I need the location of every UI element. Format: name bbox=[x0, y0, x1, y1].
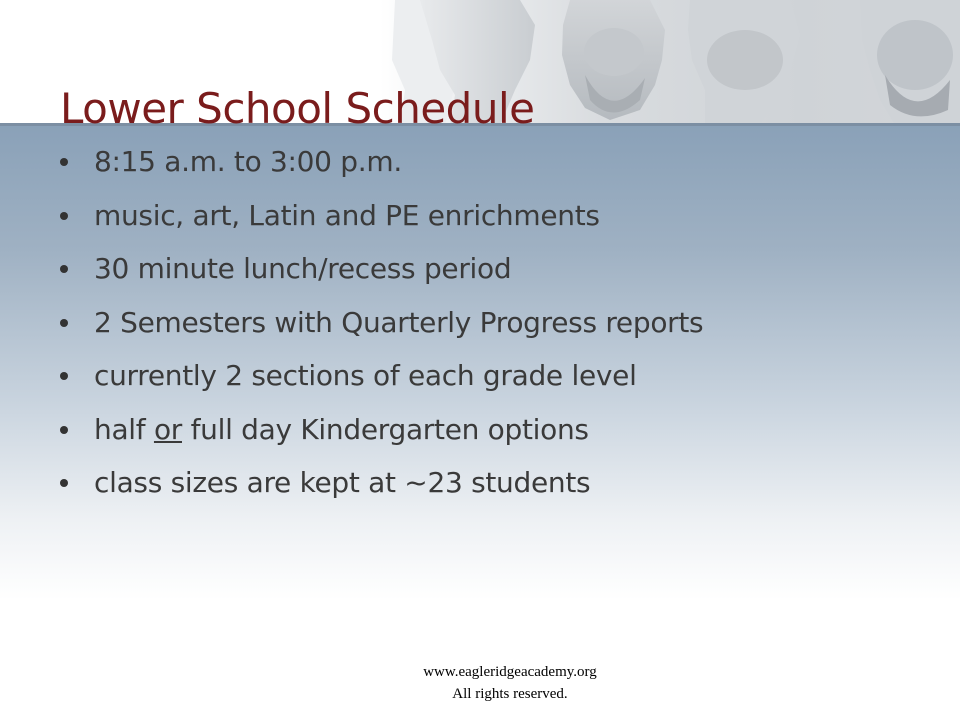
bullet-text-underlined: or bbox=[153, 412, 182, 446]
bullet-list bbox=[60, 135, 920, 510]
bullet-text: 8:15 a.m. to 3:00 p.m. bbox=[94, 145, 402, 178]
bullet-dot-icon bbox=[60, 212, 68, 220]
bullet-dot-icon bbox=[60, 319, 68, 327]
footer-rights: All rights reserved. bbox=[452, 686, 568, 702]
bullet-item bbox=[60, 349, 920, 403]
bullet-text-pre: half bbox=[94, 412, 154, 446]
bullet-text: 2 Semesters with Quarterly Progress reports bbox=[94, 305, 704, 339]
footer-website: www.eagleridgeacademy.org bbox=[423, 664, 597, 680]
bullet-dot-icon bbox=[60, 265, 68, 273]
bullet-dot-icon bbox=[60, 479, 68, 487]
bullet-item bbox=[60, 403, 920, 457]
bullet-text-post: full day Kindergarten options bbox=[182, 412, 589, 446]
bullet-text: class sizes are kept at ~23 students bbox=[94, 466, 591, 499]
bullet-text: 30 minute lunch/recess period bbox=[94, 252, 512, 285]
bullet-text: currently 2 sections of each grade level bbox=[94, 359, 637, 392]
bullet-dot-icon bbox=[60, 426, 68, 434]
bullet-item bbox=[60, 242, 920, 296]
bullet-item bbox=[60, 189, 920, 243]
footer bbox=[395, 661, 625, 705]
bullet-text: music, art, Latin and PE enrichments bbox=[94, 198, 600, 232]
bullet-dot-icon bbox=[60, 372, 68, 380]
bullet-item bbox=[60, 296, 920, 350]
slide-title: Lower School Schedule bbox=[60, 84, 535, 134]
bullet-dot-icon bbox=[60, 158, 68, 166]
bullet-item bbox=[60, 135, 920, 189]
bullet-text bbox=[94, 403, 589, 457]
bullet-item bbox=[60, 456, 920, 510]
